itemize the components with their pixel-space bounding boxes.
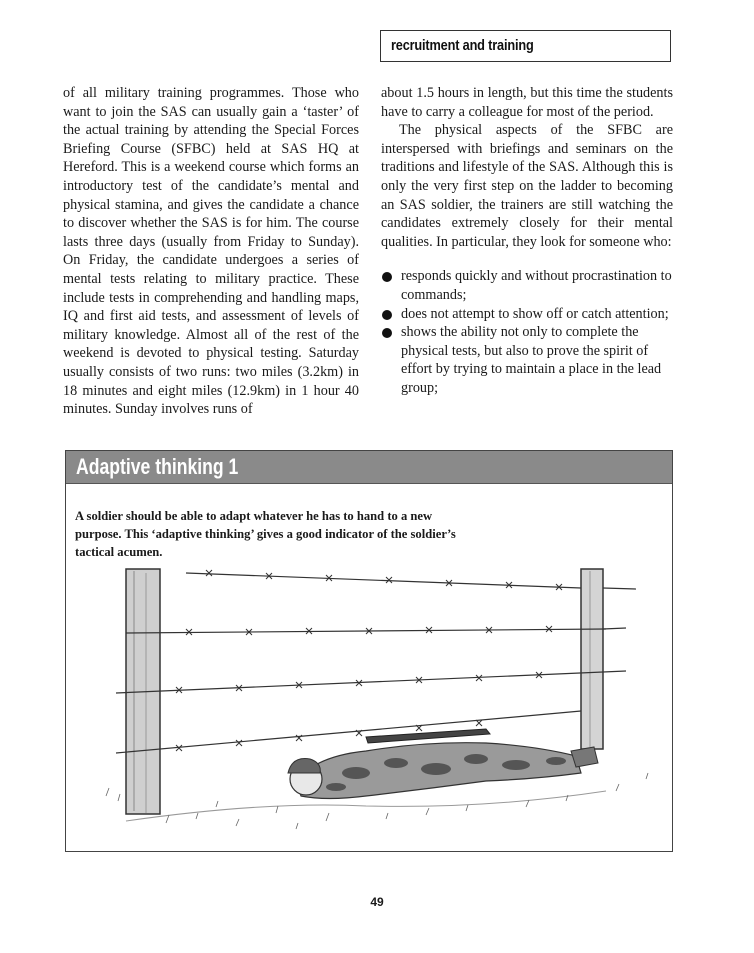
wire-barbs	[176, 570, 562, 751]
barbed-wires	[116, 573, 636, 753]
qualities-list	[381, 267, 673, 397]
list-item: responds quickly and without procrastination to commands;	[381, 267, 673, 304]
left-column-text: of all military training programmes. Those who want to join the SAS can usually gain a ‘taster’ of the actual training by attending the Special Forces Briefing Course (SFBC) held at SAS HQ at Hereford. This is a weekend course which forms an introductory test of the candidate’s mental and physical stamina, and gives the candidate a chance to discover whether the SAS is for him. The course lasts three days (usually from Friday to Sunday). On Friday, the candidate undergoes a series of mental tests relating to military practice. These include tests in comprehending and handling maps, IQ and first aid tests, and assessment of levels of military knowledge. Almost all of the rest of the weekend is devoted to physical testing. Saturday usually consists of two runs: two miles (3.2km) in 18 minutes and eight miles (12.9km) in 1 hour 40 minutes. Sunday involves runs of	[63, 85, 359, 418]
right-column	[381, 84, 673, 398]
rifle	[366, 729, 490, 743]
soldier-under-barbed-wire-illustration	[66, 551, 672, 851]
adaptive-thinking-box	[65, 450, 673, 852]
boot	[571, 747, 598, 767]
list-item: shows the ability not only to complete the physical tests, but also to prove the spirit of effort by trying to maintain a place in the lead group;	[381, 323, 673, 397]
right-paragraph-2: The physical aspects of the SFBC are interspersed with briefings and seminars on the traditions and lifestyle of the SAS. Although this is only the very first step on the ladder to becoming an SAS soldier, the trainers are still watching the candidates extremely closely for their mental qualities. In particular, they look for someone who:	[381, 122, 673, 250]
list-item: does not attempt to show off or catch attention;	[381, 305, 673, 324]
box-title: Adaptive thinking 1	[76, 454, 239, 479]
left-column	[63, 84, 359, 419]
box-caption: A soldier should be able to adapt whatever he has to hand to a new purpose. This ‘adaptive thinking’ gives a good indicator of the soldier’s tactical acumen.	[75, 509, 456, 559]
section-header-box	[380, 30, 671, 62]
right-paragraph-1: about 1.5 hours in length, but this time the students have to carry a colleague for most of the period.	[381, 85, 673, 120]
beanie-hat	[288, 759, 320, 773]
box-title-bar	[66, 451, 672, 484]
page-number: 49	[370, 895, 384, 909]
crawling-soldier	[288, 729, 598, 799]
section-title: recruitment and training	[391, 37, 534, 54]
right-fence-post	[581, 569, 603, 749]
